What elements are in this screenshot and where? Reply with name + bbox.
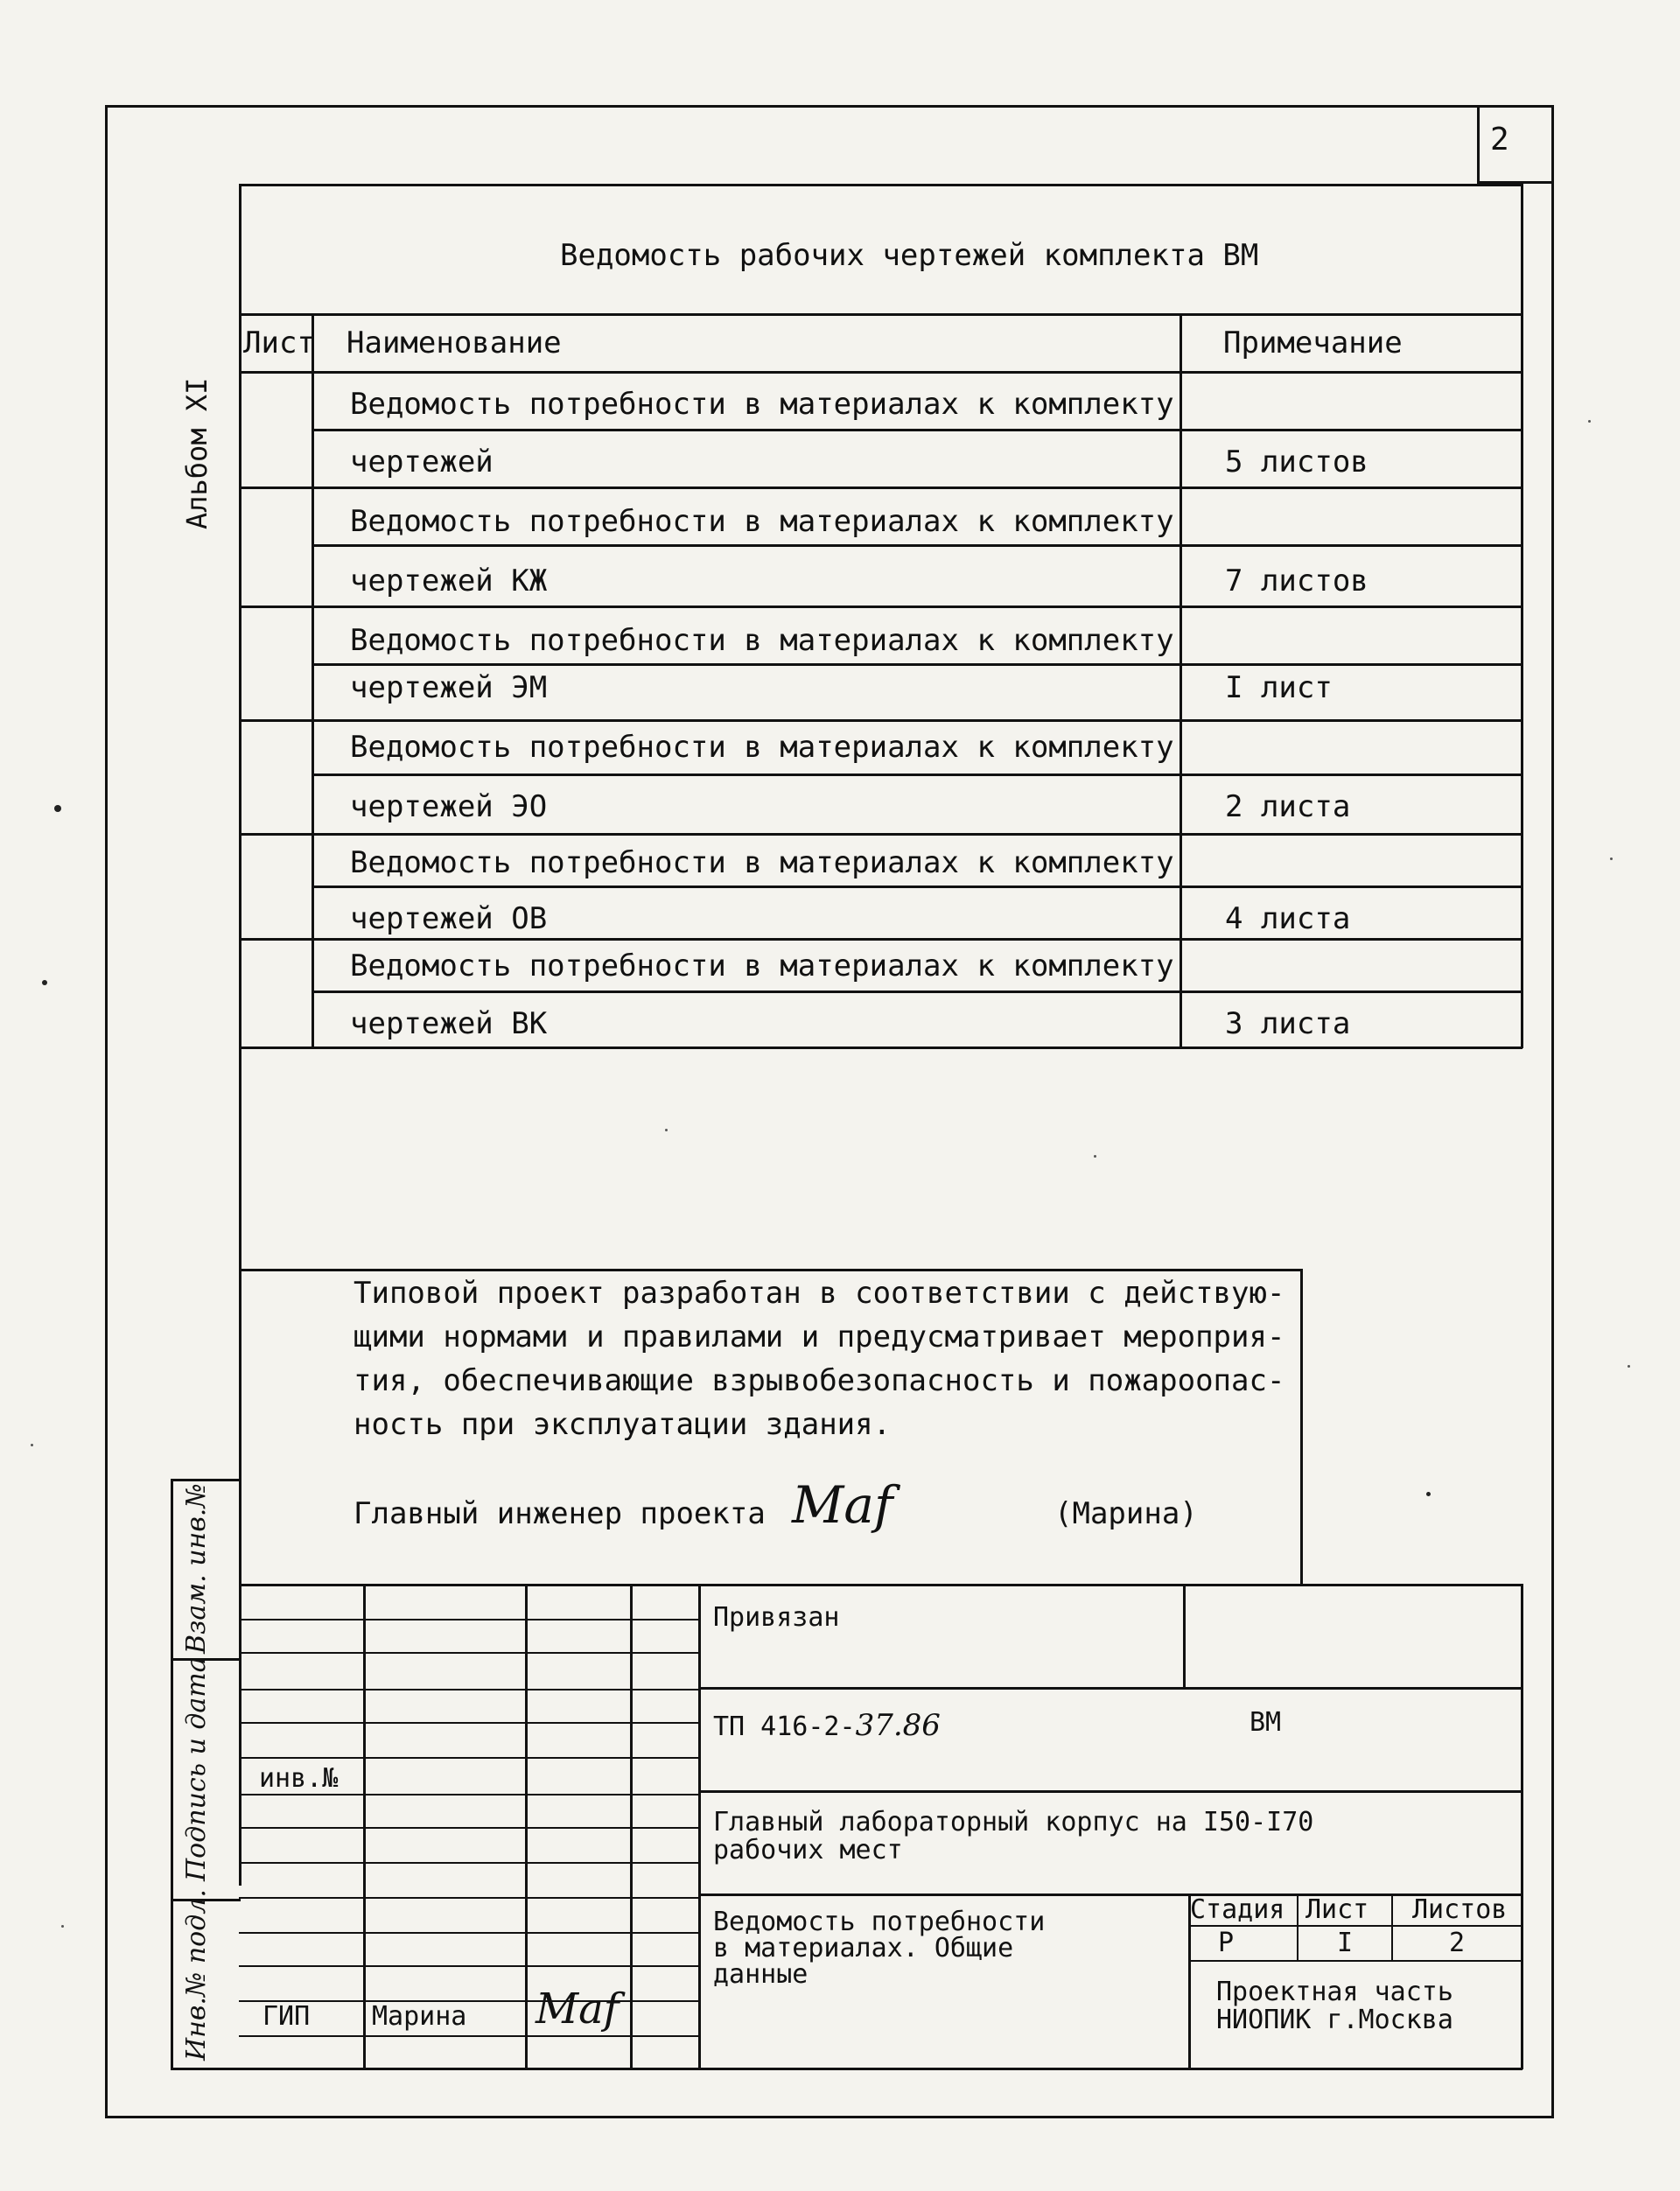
tb-grid-row	[239, 1794, 700, 1796]
tb-grid-row	[239, 1965, 700, 1967]
scan-speck	[61, 1925, 64, 1928]
tb-right-row	[698, 1894, 1522, 1896]
tb-grid-row	[239, 1827, 700, 1829]
tb-grid-row	[239, 2035, 700, 2037]
tb-grid-row	[239, 1757, 700, 1759]
tb-right-row	[698, 1790, 1522, 1793]
header-note: Примечание	[1223, 326, 1403, 360]
org-line-1: Проектная часть	[1216, 1977, 1453, 2007]
table-header-line	[239, 371, 1522, 374]
scan-speck	[1628, 1365, 1630, 1368]
org-line-2: НИОПИК г.Москва	[1216, 2005, 1453, 2035]
doc-name-1: Ведомость потребности	[713, 1907, 1046, 1937]
sheet-value: I	[1337, 1928, 1354, 1958]
row-line	[312, 663, 1522, 666]
doc-name-3: данные	[713, 1959, 808, 1990]
row-line	[312, 774, 1522, 776]
person-name: Марина	[372, 2001, 467, 2032]
doc-name-2: в материалах. Общие	[713, 1933, 1014, 1964]
doc-mark: ВМ	[1250, 1707, 1282, 1738]
engineer-label: Главный инженер проекта	[354, 1496, 766, 1531]
page-title: Ведомость рабочих чертежей комплекта ВМ	[560, 238, 1259, 273]
doc-code-handwritten: 37.86	[855, 1708, 941, 1743]
row-5-line2: чертежей ОВ	[350, 901, 548, 936]
tb-grid-row	[239, 1619, 700, 1620]
statement-line-1: Типовой проект разработан в соответствии с действую-	[354, 1276, 1285, 1311]
row-2-line1: Ведомость потребности в материалах к комплекту	[350, 504, 1174, 539]
inv-no-label: инв.№	[259, 1763, 339, 1794]
sheet-number-divider	[1477, 105, 1480, 182]
row-line	[312, 990, 1522, 993]
tb-right-row	[698, 1687, 1522, 1690]
row-6-line2: чертежей ВК	[350, 1006, 548, 1041]
inner-frame-right	[1521, 184, 1523, 315]
table-top-line	[239, 313, 1522, 316]
row-line	[312, 886, 1522, 888]
stamp-strip-bottom	[171, 2068, 241, 2070]
scan-speck	[31, 1444, 33, 1446]
row-line	[239, 833, 1522, 836]
stamp-podpis-data: Подпись и дата	[181, 1656, 212, 1881]
engineer-signature: Maf	[792, 1475, 893, 1535]
scan-speck	[1094, 1155, 1096, 1158]
tb-stage-row	[1188, 1960, 1522, 1962]
scan-speck	[1588, 420, 1591, 423]
stage-value: Р	[1218, 1928, 1235, 1958]
scan-speck	[1610, 858, 1613, 860]
header-name: Наименование	[346, 326, 562, 360]
row-1-note: 5 листов	[1225, 444, 1368, 480]
tb-grid-row	[239, 1652, 700, 1654]
header-sheet: Лист	[243, 326, 315, 360]
row-line	[239, 938, 1522, 941]
sheet-number: 2	[1490, 122, 1509, 158]
tb-stage-col	[1297, 1894, 1298, 1962]
statement-right	[1300, 1269, 1303, 1584]
sheets-value: 2	[1449, 1928, 1466, 1958]
row-6-note: 3 листа	[1225, 1006, 1351, 1041]
tb-privyazan-divider	[1183, 1584, 1186, 1689]
row-1-line2: чертежей	[350, 444, 494, 480]
row-4-note: 2 листа	[1225, 789, 1351, 824]
sheets-label: Листов	[1412, 1894, 1508, 1925]
row-4-line1: Ведомость потребности в материалах к комплекту	[350, 730, 1174, 765]
inner-frame-left	[239, 184, 242, 1886]
doc-code-typed: ТП 416-2-	[713, 1712, 856, 1742]
row-line	[239, 486, 1522, 489]
row-line	[312, 544, 1522, 547]
tb-stage-row	[1188, 1925, 1522, 1927]
title-block-right	[1521, 1584, 1523, 2069]
stamp-strip-top	[171, 1479, 241, 1481]
statement-line-4: ность при эксплуатации здания.	[354, 1407, 892, 1442]
scan-speck	[42, 980, 47, 985]
album-label: Альбом XI	[180, 377, 214, 529]
tb-grid-row	[239, 1932, 700, 1934]
row-2-line2: чертежей КЖ	[350, 564, 548, 598]
role-label: ГИП	[262, 2001, 311, 2032]
stage-label: Стадия	[1190, 1894, 1285, 1925]
row-3-note: I лист	[1225, 670, 1333, 705]
scan-speck	[1426, 1492, 1431, 1496]
row-3-line2: чертежей ЭМ	[350, 670, 548, 705]
row-5-note: 4 листа	[1225, 901, 1351, 936]
stamp-strip-left	[171, 1479, 173, 2069]
project-name-1: Главный лабораторный корпус на I50-I70	[713, 1807, 1314, 1838]
title-block-bottom	[239, 2068, 1522, 2070]
row-1-line1: Ведомость потребности в материалах к комплекту	[350, 387, 1174, 422]
person-signature: Maf	[536, 1984, 620, 2034]
row-5-line1: Ведомость потребности в материалах к комплекту	[350, 845, 1174, 880]
tb-grid-row	[239, 1722, 700, 1724]
stamp-vzam-inv: Взам. инв.№	[181, 1483, 212, 1654]
row-4-line2: чертежей ЭО	[350, 789, 548, 824]
row-line	[239, 719, 1522, 722]
row-line	[239, 606, 1522, 608]
row-2-note: 7 листов	[1225, 564, 1368, 598]
sheet-label: Лист	[1306, 1894, 1369, 1925]
engineer-name: (Марина)	[1054, 1496, 1198, 1531]
scan-speck	[665, 1129, 668, 1131]
row-3-line1: Ведомость потребности в материалах к комплекту	[350, 623, 1174, 658]
doc-code	[713, 1708, 941, 1743]
stamp-inv-podl: Инв.№ подл.	[181, 1889, 212, 2061]
tb-grid-row	[239, 1862, 700, 1864]
row-6-line1: Ведомость потребности в материалах к комплекту	[350, 948, 1174, 984]
tb-stage-col	[1391, 1894, 1393, 1962]
row-line	[312, 429, 1522, 431]
statement-line-2: щими нормами и правилами и предусматривает мероприя-	[354, 1320, 1285, 1354]
statement-line-3: тия, обеспечивающие взрывобезопасность и пожароопас-	[354, 1363, 1285, 1398]
project-name-2: рабочих мест	[713, 1835, 903, 1866]
table-bottom-line	[239, 1046, 1522, 1049]
statement-top	[239, 1269, 1302, 1271]
scan-speck	[54, 805, 61, 812]
title-block-top	[239, 1584, 1522, 1586]
inner-frame-top	[239, 184, 1522, 186]
tb-grid-row	[239, 1689, 700, 1690]
tb-grid-row	[239, 1897, 700, 1899]
privyazan-label: Привязан	[713, 1602, 840, 1633]
